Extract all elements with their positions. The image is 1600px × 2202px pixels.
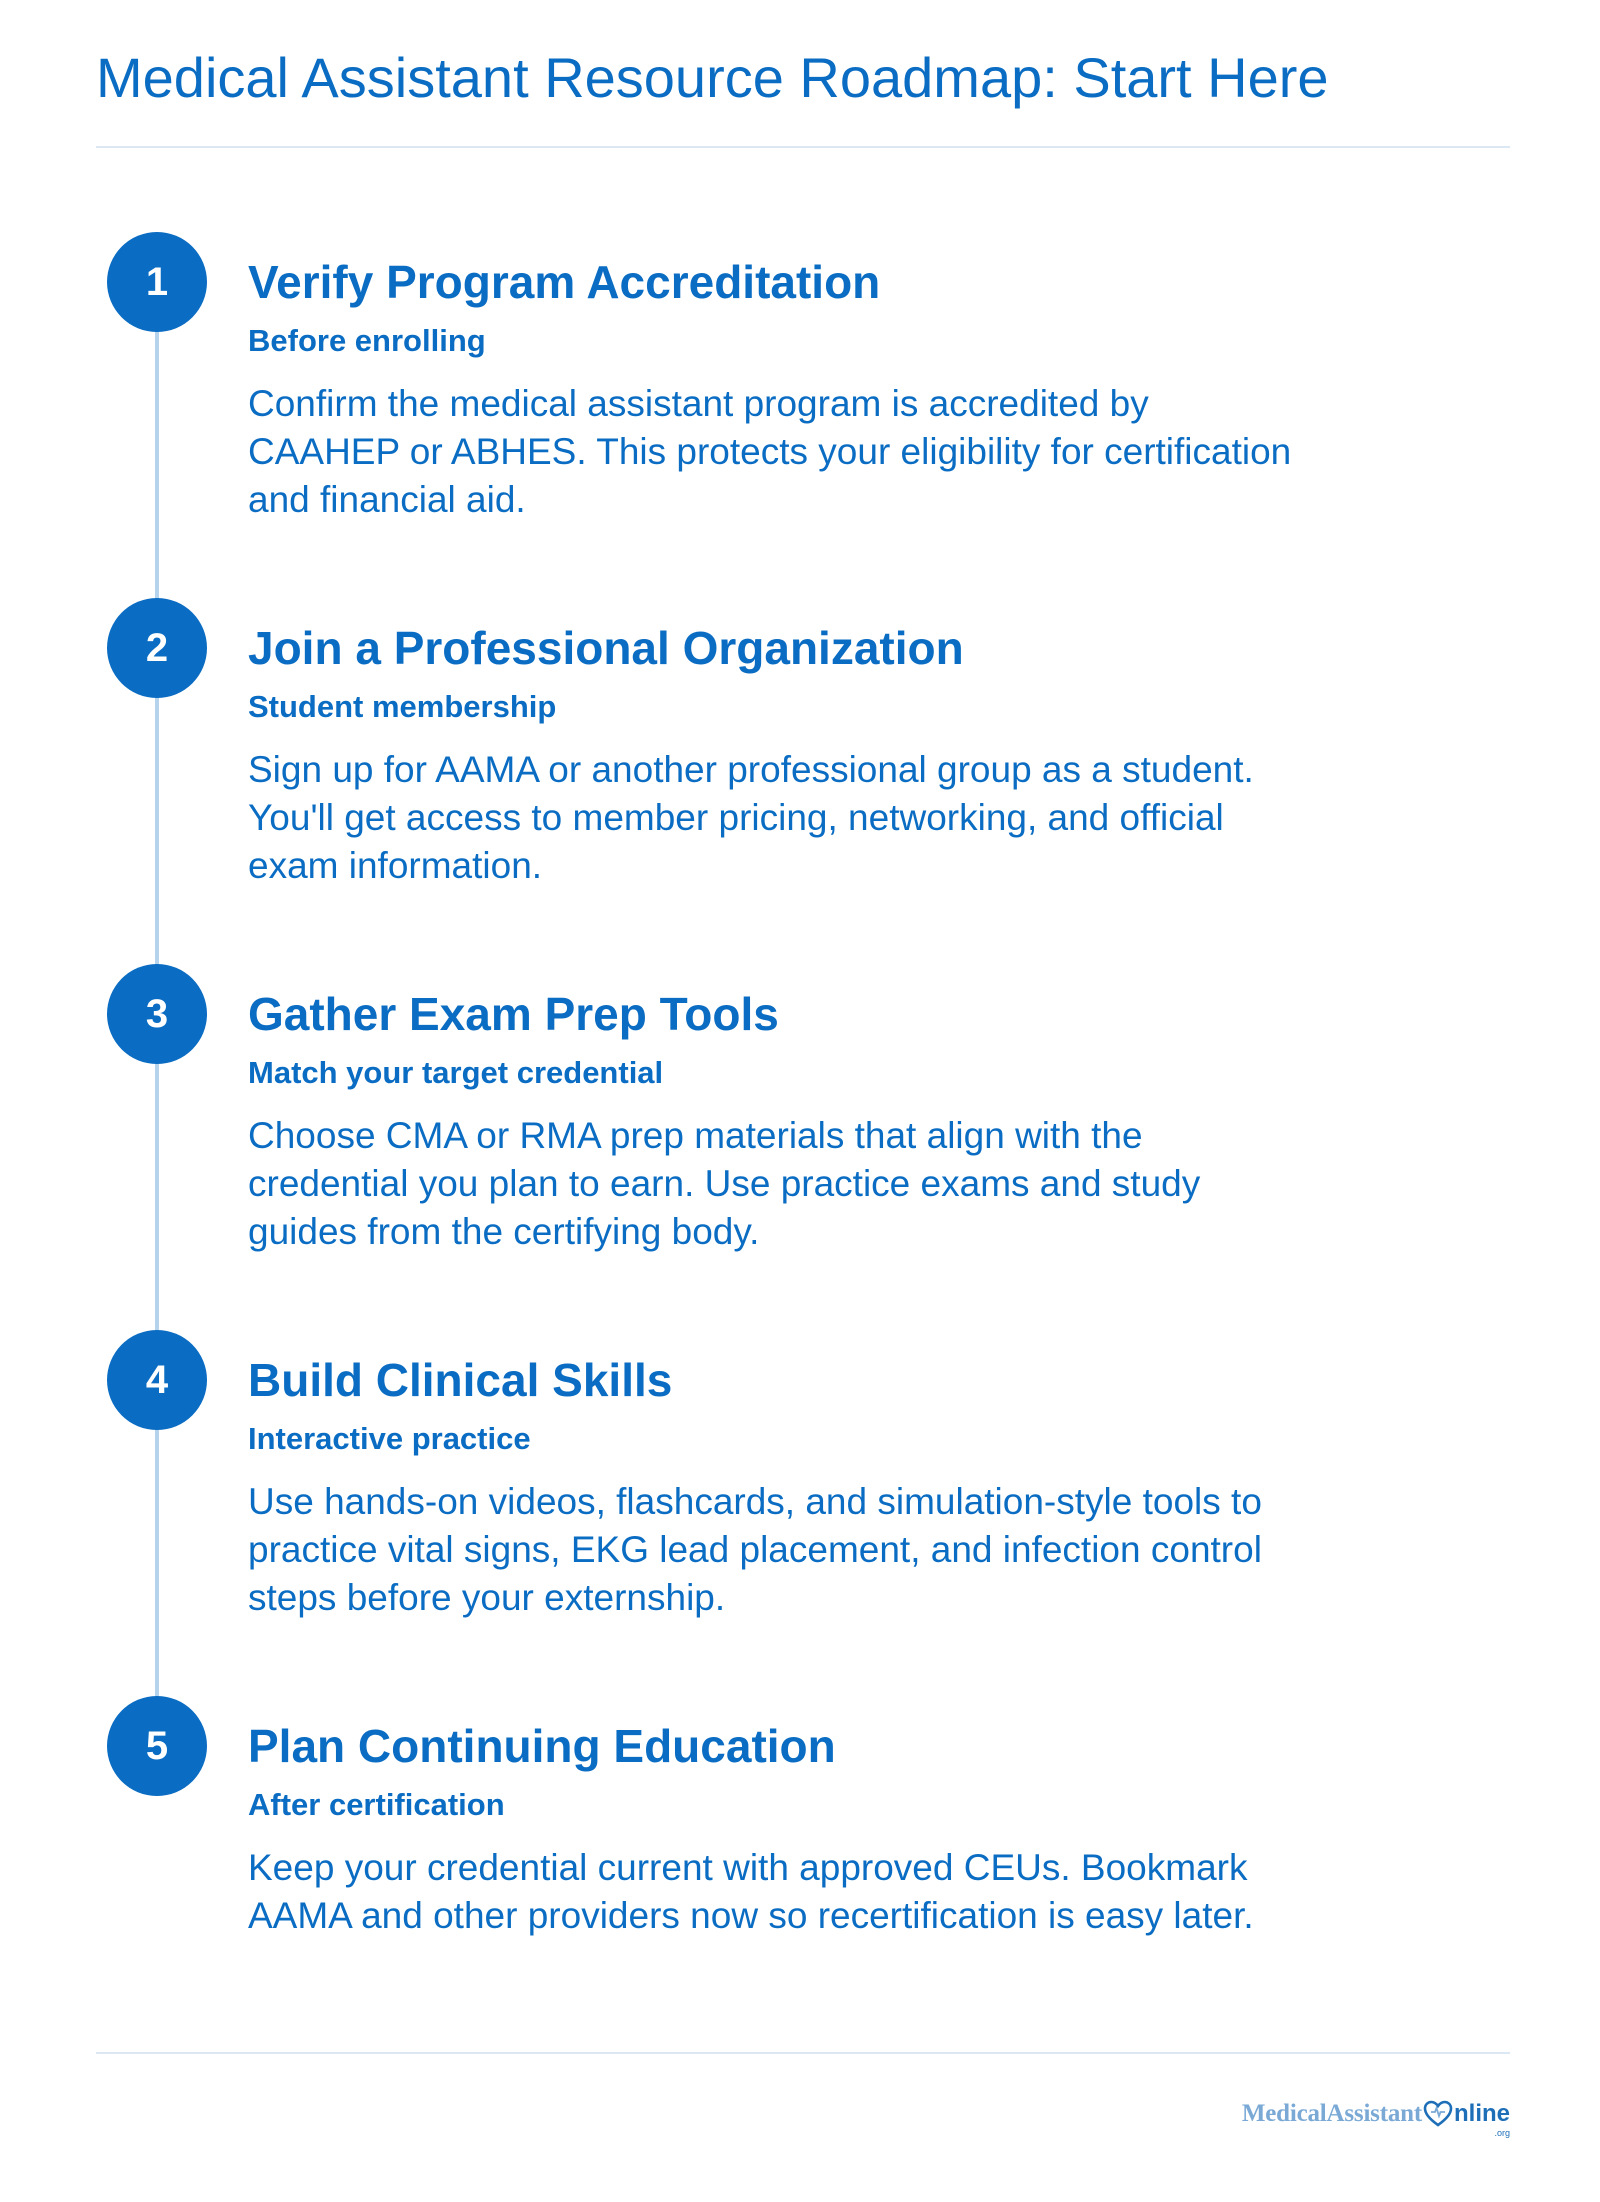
footer-divider	[96, 2052, 1510, 2054]
logo-wordmark-primary: MedicalAssistant	[1241, 2100, 1422, 2127]
step-number-badge: 3	[107, 964, 207, 1064]
step-subtitle: Student membership	[248, 689, 557, 724]
step-title: Build Clinical Skills	[248, 1354, 673, 1406]
step-subtitle: Interactive practice	[248, 1421, 531, 1456]
step-title: Join a Professional Organization	[248, 622, 964, 674]
logo-domain-suffix: .org	[1494, 2128, 1510, 2138]
step-subtitle: Match your target credential	[248, 1055, 664, 1090]
step-title: Verify Program Accreditation	[248, 256, 881, 308]
logo-wordmark-secondary: nline	[1453, 2100, 1510, 2127]
step-number-badge: 2	[107, 598, 207, 698]
step-description: Keep your credential current with approved CEUs. Bookmark AAMA and other providers now so recertification is easy later.	[248, 1847, 1254, 1936]
step-number-badge: 4	[107, 1330, 207, 1430]
step-description: Choose CMA or RMA prep materials that align with the credential you plan to earn. Use practice exams and study guides from the certifying body.	[248, 1115, 1201, 1252]
step-description: Confirm the medical assistant program is accredited by CAAHEP or ABHES. This protects your eligibility for certification and financial aid.	[248, 383, 1292, 520]
step-number-badge: 5	[107, 1696, 207, 1796]
step-title: Plan Continuing Education	[248, 1720, 836, 1772]
heart-stethoscope-icon	[1422, 2098, 1454, 2130]
step-number-badge: 1	[107, 232, 207, 332]
brand-logo	[1242, 2098, 1510, 2142]
header-divider	[96, 146, 1510, 148]
step-description: Use hands-on videos, flashcards, and simulation-style tools to practice vital signs, EKG lead placement, and infection control steps before your externship.	[248, 1481, 1262, 1618]
step-subtitle: Before enrolling	[248, 323, 486, 358]
step-subtitle: After certification	[248, 1787, 505, 1822]
step-title: Gather Exam Prep Tools	[248, 988, 779, 1040]
step-description: Sign up for AAMA or another professional group as a student. You'll get access to member pricing, networking, and official exam information.	[248, 749, 1254, 886]
page-title: Medical Assistant Resource Roadmap: Start Here	[96, 46, 1329, 109]
